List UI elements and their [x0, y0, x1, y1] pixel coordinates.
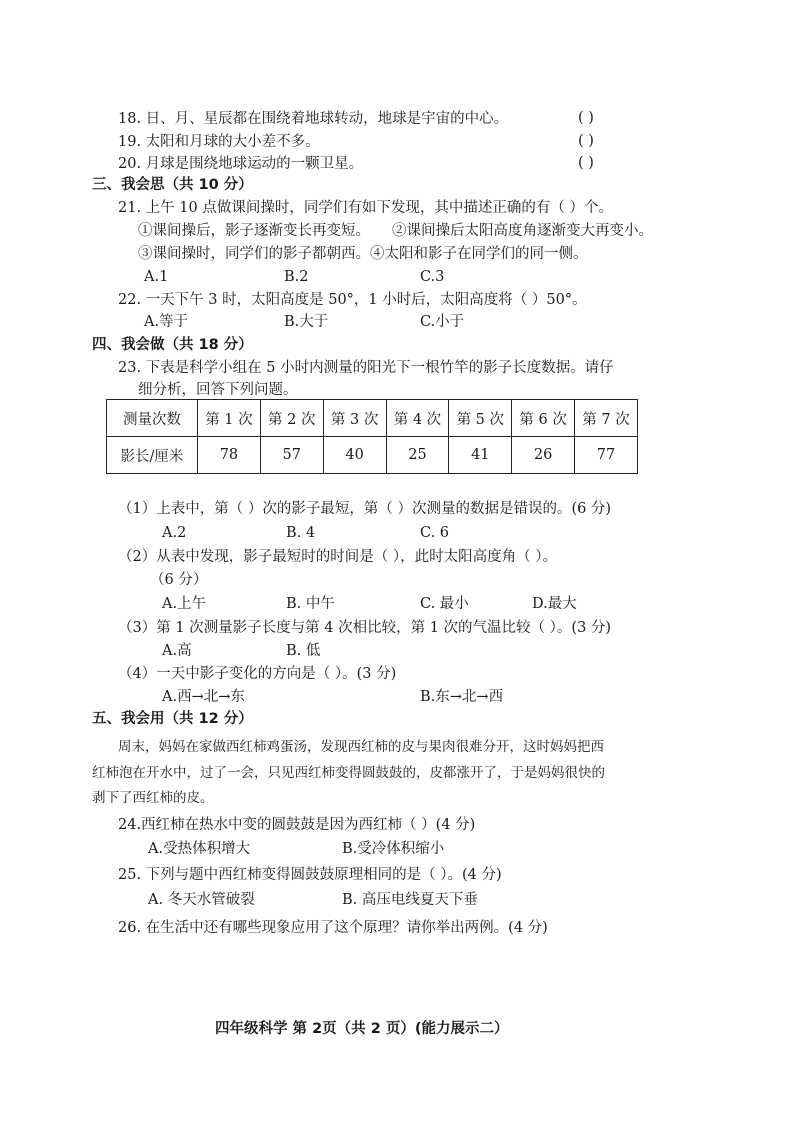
section-4-heading: 四、我会做（共 18 分）: [92, 337, 253, 353]
passage-line2: 红柿泡在开水中，过了一会，只见西红柿变得圆鼓鼓的，皮都涨开了，于是妈妈很快的: [92, 765, 605, 781]
table-cell: 77: [575, 437, 638, 474]
q23-sub1-choice-c[interactable]: C. 6: [420, 525, 450, 541]
q22-choice-a[interactable]: A.等于: [144, 314, 189, 330]
q21-choice-b[interactable]: B.2: [284, 269, 309, 285]
table-row: [107, 437, 638, 474]
q23-sub1: （1）上表中，第（ ）次的影子最短，第（ ）次测量的数据是错误的。(6 分): [118, 501, 612, 517]
table-header-label: 测量次数: [107, 400, 198, 437]
q23-sub2: （2）从表中发现，影子最短时的时间是（ ），此时太阳高度角（ ）。: [118, 549, 557, 565]
passage-line1: 周末，妈妈在家做西红柿鸡蛋汤，发现西红柿的皮与果肉很难分开，这时妈妈把西: [118, 739, 604, 755]
table-header-row: [107, 400, 638, 437]
table-header-cell: 第 6 次: [512, 400, 575, 437]
q22-stem: 22. 一天下午 3 时，太阳高度是 50°，1 小时后，太阳高度将（ ）50°。: [118, 292, 587, 308]
table-cell: 40: [323, 437, 386, 474]
q23-sub4: （4）一天中影子变化的方向是（ ）。(3 分): [118, 666, 397, 682]
q21-choice-a[interactable]: A.1: [144, 269, 169, 285]
table-cell: 26: [512, 437, 575, 474]
q23-sub2-score: （6 分）: [150, 572, 208, 588]
q20-text: 20. 月球是围绕地球运动的一颗卫星。: [118, 156, 364, 172]
q21-choice-c[interactable]: C.3: [420, 269, 445, 285]
q25-choice-b[interactable]: B. 高压电线夏天下垂: [342, 892, 478, 908]
q23-sub1-choice-b[interactable]: B. 4: [286, 525, 316, 541]
q23-sub2-choice-b[interactable]: B. 中午: [286, 596, 335, 612]
shadow-length-table: [106, 399, 638, 474]
q23-sub4-choice-a[interactable]: A.西→北→东: [162, 689, 245, 705]
table-header-cell: 第 5 次: [449, 400, 512, 437]
q21-option-2: ②课间操后太阳高度角逐渐变大再变小。: [392, 223, 653, 239]
section-3-heading: 三、我会思（共 10 分）: [92, 177, 253, 193]
q21-option-1: ①课间操后，影子逐渐变长再变短。: [138, 223, 370, 239]
q21-stem: 21. 上午 10 点做课间操时，同学们有如下发现，其中描述正确的有（ ）个。: [118, 200, 613, 216]
q23-sub3: （3）第 1 次测量影子长度与第 4 次相比较，第 1 次的气温比较（ ）。(3 分): [118, 620, 612, 636]
q21-option-3-4: ③课间操时，同学们的影子都朝西。④太阳和影子在同学们的同一侧。: [138, 246, 588, 262]
table-header-cell: 第 4 次: [386, 400, 449, 437]
q23-sub3-choice-a[interactable]: A.高: [162, 643, 192, 659]
q19-answer-blank[interactable]: ( ): [578, 133, 594, 149]
q22-choice-b[interactable]: B.大于: [284, 314, 329, 330]
table-cell: 41: [449, 437, 512, 474]
q25-stem: 25. 下列与题中西红柿变得圆鼓鼓原理相同的是（ ）。(4 分): [118, 867, 502, 883]
table-cell: 78: [198, 437, 261, 474]
q26-stem: 26. 在生活中还有哪些现象应用了这个原理？请你举出两例。(4 分): [118, 920, 548, 936]
table-cell: 25: [386, 437, 449, 474]
q23-sub1-choice-a[interactable]: A.2: [162, 525, 187, 541]
table-header-cell: 第 1 次: [198, 400, 261, 437]
q23-stem-line2: 细分析，回答下列问题。: [138, 382, 298, 398]
q23-sub2-choice-c[interactable]: C. 最小: [420, 596, 469, 612]
q24-choice-b[interactable]: B.受冷体积缩小: [342, 841, 445, 857]
table-header-cell: 第 2 次: [260, 400, 323, 437]
q23-sub2-choice-a[interactable]: A.上午: [162, 596, 207, 612]
page-footer: 四年级科学 第 2页（共 2 页）(能力展示二）: [215, 1021, 509, 1037]
q20-answer-blank[interactable]: ( ): [578, 155, 594, 171]
table-cell: 57: [260, 437, 323, 474]
q23-stem-line1: 23. 下表是科学小组在 5 小时内测量的阳光下一根竹竿的影子长度数据。请仔: [118, 360, 614, 376]
passage-line3: 剥下了西红柿的皮。: [92, 790, 214, 806]
q25-choice-a[interactable]: A. 冬天水管破裂: [148, 892, 255, 908]
table-row-label: 影长/厘米: [107, 437, 198, 474]
table-header-cell: 第 7 次: [575, 400, 638, 437]
q23-sub3-choice-b[interactable]: B. 低: [286, 643, 321, 659]
q23-sub4-choice-b[interactable]: B.东→北→西: [420, 689, 504, 705]
q24-choice-a[interactable]: A.受热体积增大: [148, 841, 251, 857]
q18-answer-blank[interactable]: ( ): [578, 110, 594, 126]
q19-text: 19. 太阳和月球的大小差不多。: [118, 134, 320, 150]
q24-stem: 24.西红柿在热水中变的圆鼓鼓是因为西红柿（ ）(4 分): [118, 817, 476, 833]
section-5-heading: 五、我会用（共 12 分）: [92, 711, 253, 727]
q23-sub2-choice-d[interactable]: D.最大: [532, 596, 577, 612]
q18-text: 18. 日、月、星辰都在围绕着地球转动，地球是宇宙的中心。: [118, 111, 509, 127]
q22-choice-c[interactable]: C.小于: [420, 314, 465, 330]
table-header-cell: 第 3 次: [323, 400, 386, 437]
